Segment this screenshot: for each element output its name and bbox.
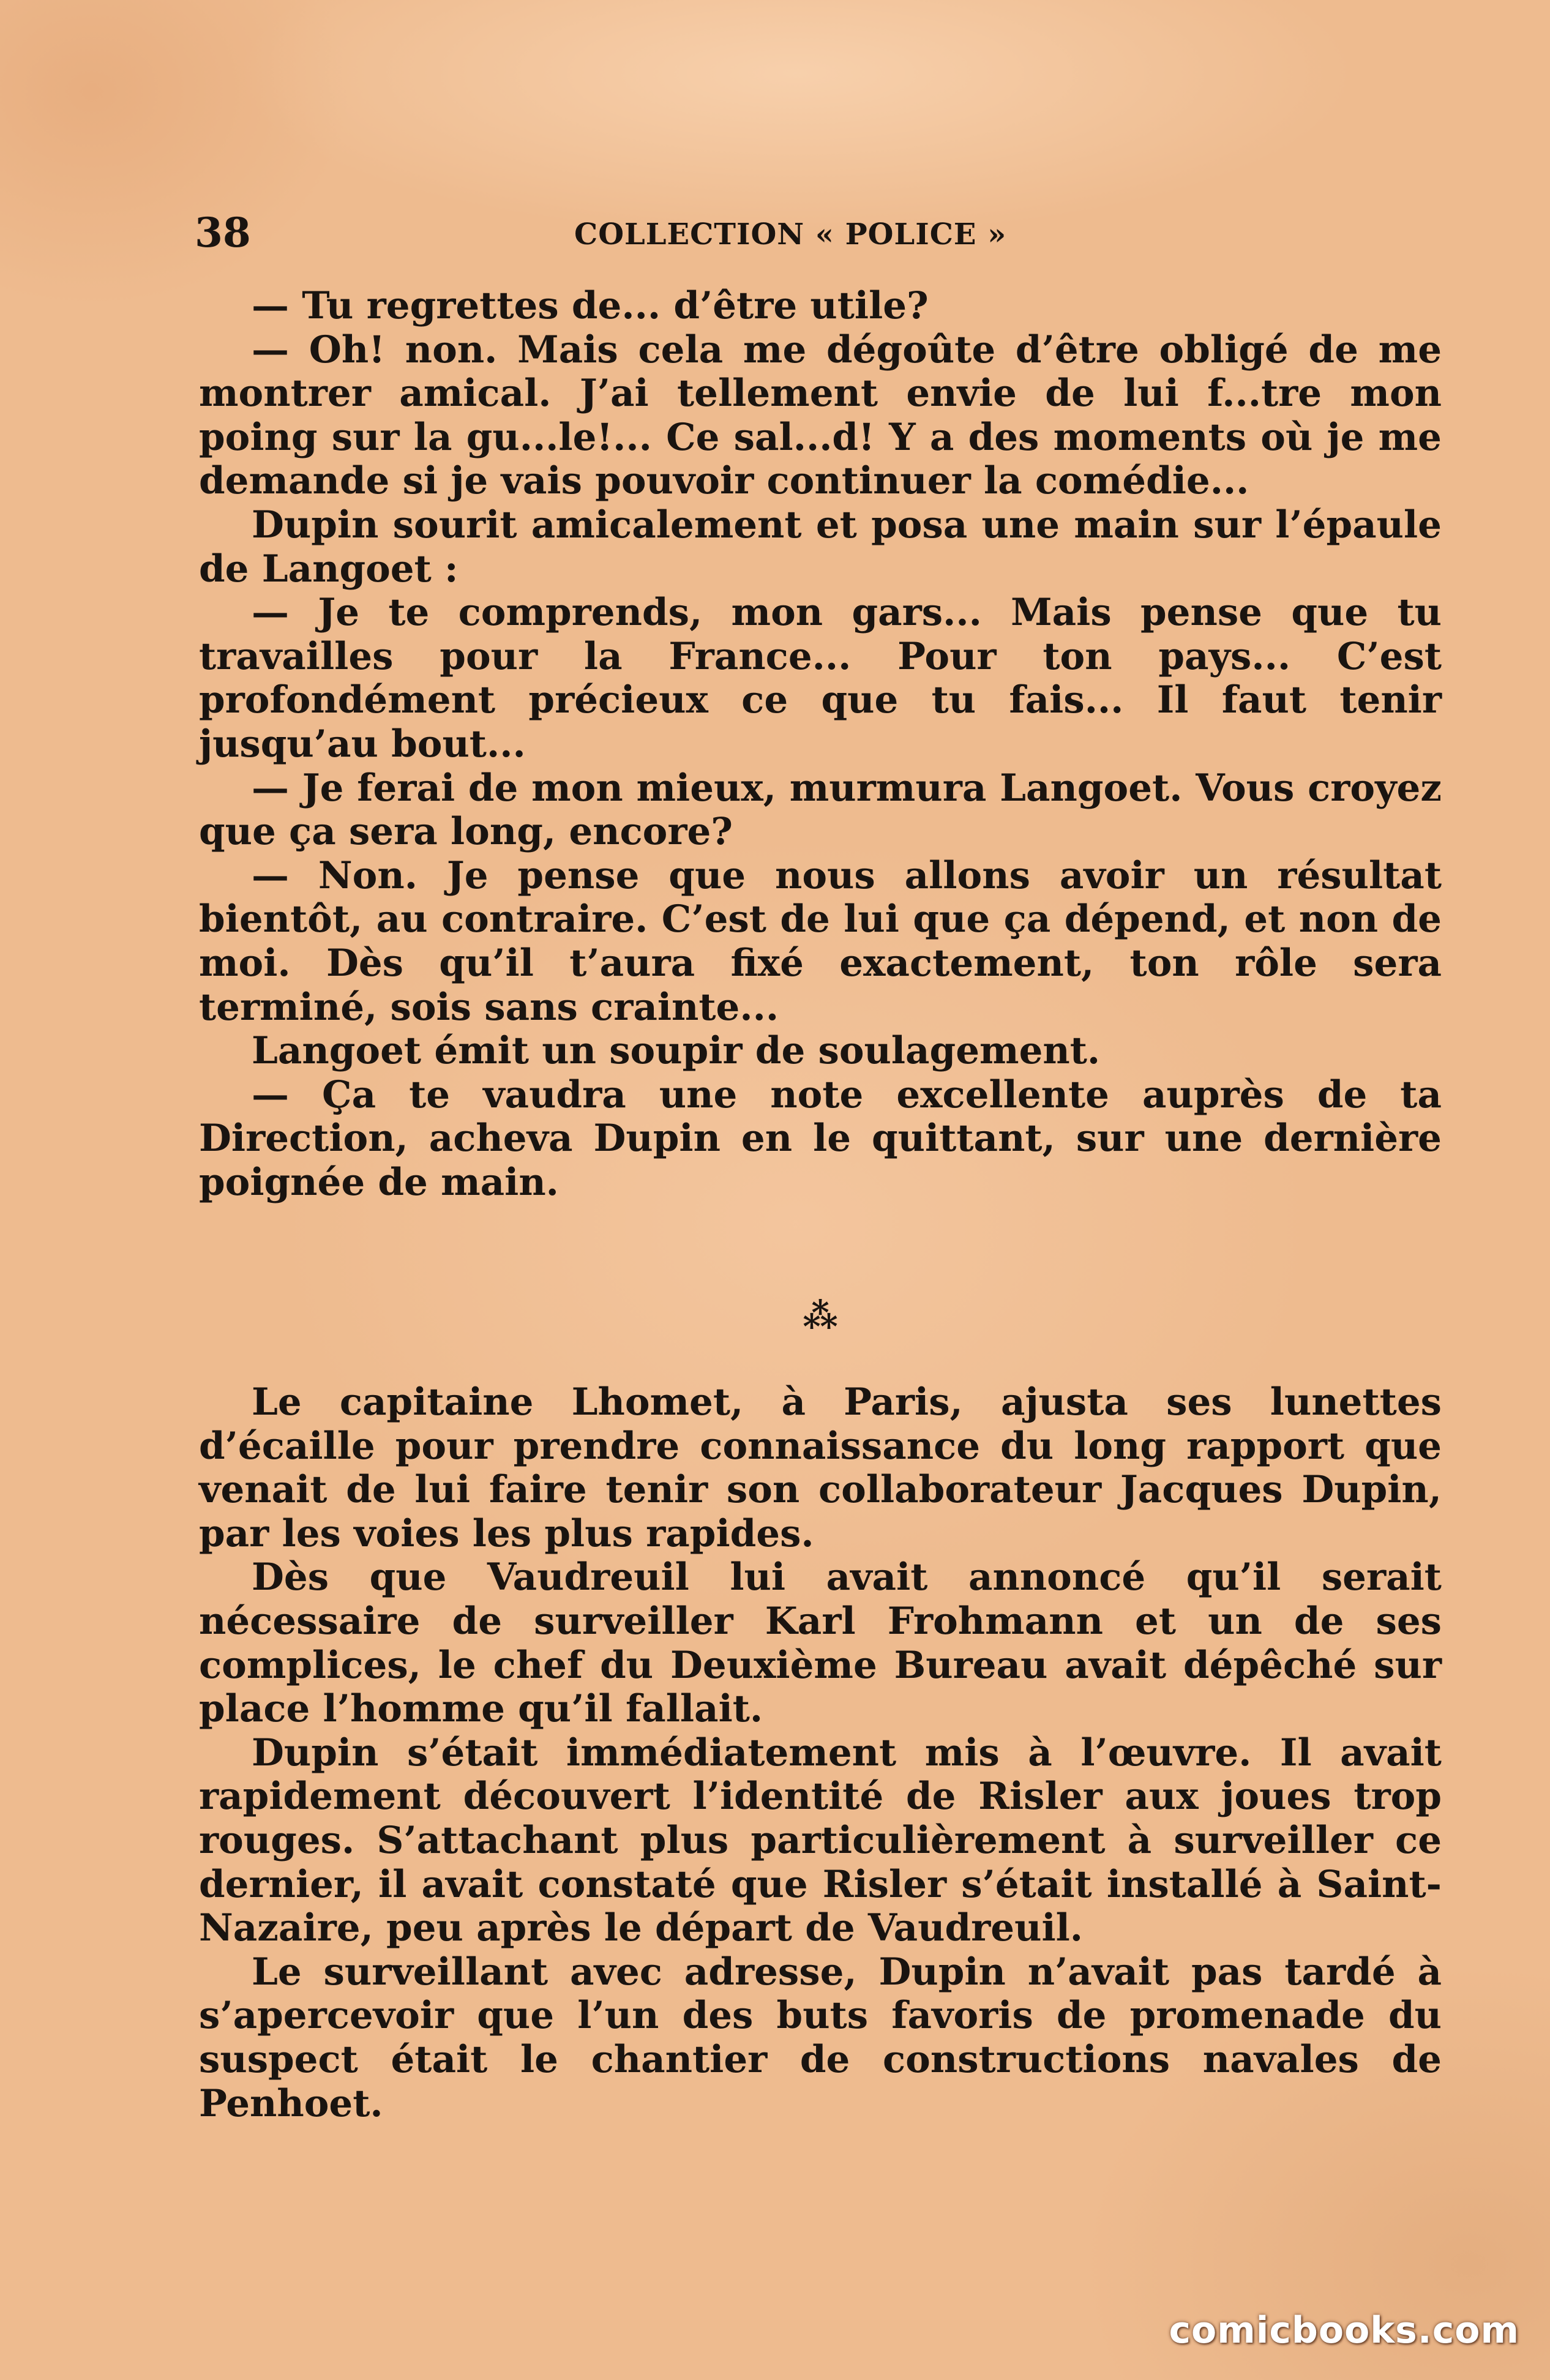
paragraph: Le capitaine Lhomet, à Paris, ajusta ses lunettes d’écaille pour prendre connaissance du long rapport que venait de lui faire tenir son collaborateur Jacques Dupin, par les voies les plus rapides. — [199, 1380, 1442, 1555]
paragraph: — Tu regrettes de... d’être utile? — [252, 284, 929, 327]
paragraph: Dupin sourit amicalement et posa une main sur l’épaule de Langoet : — [199, 503, 1442, 591]
paragraph: Langoet émit un soupir de soulagement. — [252, 1029, 1101, 1073]
paragraph: Le surveillant avec adresse, Dupin n’avait pas tardé à s’apercevoir que l’un des buts favoris de promenade du suspect était le chantier de constructions navales de Penhoet. — [199, 1950, 1442, 2125]
paragraph: — Oh! non. Mais cela me dégoûte d’être obligé de me montrer amical. J’ai tellement envie de lui f...tre mon poing sur la gu...le!... Ce sal...d! Y a des moments où je me demande si je vais pouvoir continuer la comédie... — [199, 327, 1442, 503]
paragraph: — Je ferai de mon mieux, murmura Langoet. Vous croyez que ça sera long, encore? — [199, 766, 1442, 854]
watermark: comicbooks.com — [1169, 2309, 1519, 2352]
text-block-after-break — [199, 1380, 1442, 2125]
running-head: COLLECTION « POLICE » — [574, 217, 1007, 252]
paragraph: Dès que Vaudreuil lui avait annoncé qu’il serait nécessaire de surveiller Karl Frohmann et un de ses complices, le chef du Deuxième Bureau avait dépêché sur place l’homme qu’il fallait. — [199, 1555, 1442, 1731]
text-block-before-break — [199, 284, 1442, 1204]
paragraph: — Je te comprends, mon gars... Mais pense que tu travailles pour la France... Pour ton pays... C’est profondément précieux ce que tu fais... Il faut tenir jusqu’au bout... — [199, 591, 1442, 766]
page-number: 38 — [195, 209, 251, 256]
paragraph: — Ça te vaudra une note excellente auprès de ta Direction, acheva Dupin en le quittant, sur une dernière poignée de main. — [199, 1072, 1442, 1204]
paragraph: — Non. Je pense que nous allons avoir un résultat bientôt, au contraire. C’est de lui que ça dépend, et non de moi. Dès qu’il t’aura fixé exactement, ton rôle sera terminé, sois sans crainte... — [199, 853, 1442, 1029]
page-header — [195, 208, 1076, 257]
section-break-asterism: ⁂ — [803, 1296, 838, 1336]
paragraph: Dupin s’était immédiatement mis à l’œuvre. Il avait rapidement découvert l’identité de Risler aux joues trop rouges. S’attachant plus particulièrement à surveiller ce dernier, il avait constaté que Risler s’était installé à Saint-Nazaire, peu après le départ de Vaudreuil. — [199, 1731, 1442, 1950]
